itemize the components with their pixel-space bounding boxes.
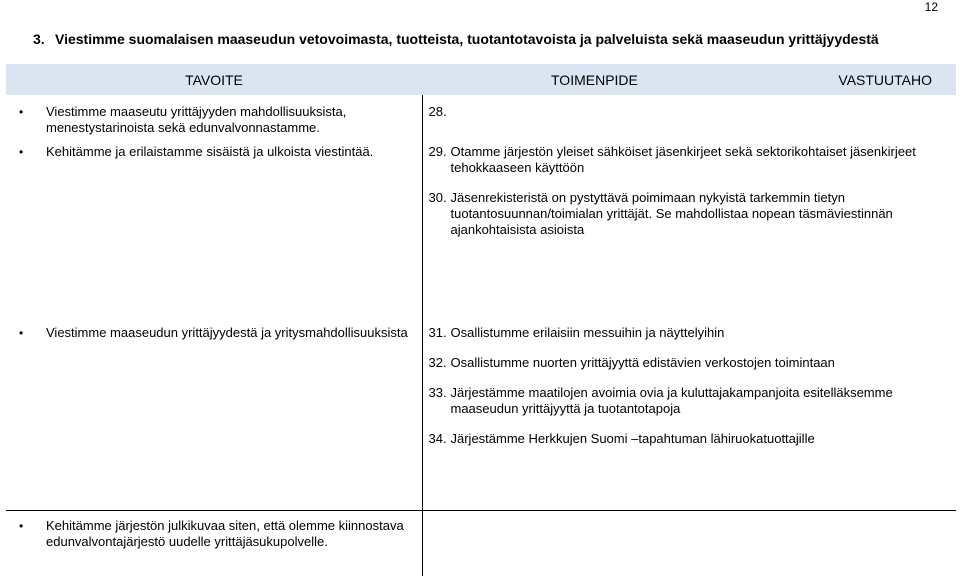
goal-text: Viestimme maaseudun yrittäjyydestä ja yritysmahdollisuuksista xyxy=(46,325,408,340)
goal-cell xyxy=(6,324,422,510)
action-item xyxy=(423,431,957,447)
goal-text: Kehitämme järjestön julkikuvaa siten, että olemme kiinnostava edunvalvontajärjestö uudelle yrittäjäsukupolvelle. xyxy=(46,517,404,549)
header-right xyxy=(422,64,956,95)
table-row xyxy=(6,510,956,576)
table-row xyxy=(6,144,956,324)
page-number: 12 xyxy=(924,0,938,14)
action-text: Otamme järjestön yleiset sähköiset jäsenkirjeet sekä sektorikohtaiset jäsenkirjeet tehokkaaseen käyttöön xyxy=(450,144,916,175)
section-number: 3. xyxy=(33,31,45,47)
action-text: Osallistumme erilaisiin messuihin ja näyttelyihin xyxy=(450,325,725,340)
action-cell xyxy=(422,144,956,324)
goal-item xyxy=(6,325,422,341)
action-cell xyxy=(422,324,956,510)
goal-item xyxy=(6,518,422,550)
action-text: Järjestämme Herkkujen Suomi –tapahtuman lähiruokatuottajille xyxy=(450,431,815,446)
action-number: 30. xyxy=(428,190,447,205)
action-number: 28. xyxy=(428,104,447,119)
table-header-row xyxy=(6,64,956,95)
action-item xyxy=(423,144,957,176)
action-item xyxy=(423,385,957,417)
goal-cell xyxy=(6,510,422,576)
bullet-icon: • xyxy=(19,518,24,533)
bullet-icon: • xyxy=(19,326,24,340)
section-heading xyxy=(33,31,879,47)
header-tavoite: TAVOITE xyxy=(185,71,243,88)
header-toimenpide: TOIMENPIDE xyxy=(551,71,638,88)
action-text: Osallistumme nuorten yrittäjyyttä edistävien verkostojen toimintaan xyxy=(450,355,835,370)
action-number: 29. xyxy=(428,144,447,159)
goal-cell xyxy=(6,95,422,144)
table-row xyxy=(6,324,956,510)
goals-actions-table xyxy=(6,64,956,576)
table-row xyxy=(6,95,956,144)
action-number: 33. xyxy=(428,385,447,400)
goal-item xyxy=(6,104,422,136)
action-number: 34. xyxy=(428,431,447,446)
goal-item xyxy=(6,144,422,160)
action-cell xyxy=(422,95,956,144)
action-item xyxy=(423,355,957,371)
action-number: 31. xyxy=(428,325,447,340)
action-item xyxy=(423,190,957,238)
header-vastuutaho: VASTUUTAHO xyxy=(838,71,932,88)
goal-cell xyxy=(6,144,422,324)
action-cell xyxy=(422,510,956,576)
action-text: Järjestämme maatilojen avoimia ovia ja kuluttajakampanjoita esitelläksemme maaseudun yrittäjyyttä ja tuotantotapoja xyxy=(450,385,893,416)
action-item xyxy=(423,325,957,341)
bullet-icon: • xyxy=(19,105,24,119)
goal-text: Kehitämme ja erilaistamme sisäistä ja ulkoista viestintää. xyxy=(46,144,374,159)
action-number: 32. xyxy=(428,355,447,370)
section-title: Viestimme suomalaisen maaseudun vetovoimasta, tuotteista, tuotantotavoista ja palveluista sekä maaseudun yrittäjyydestä xyxy=(55,31,879,47)
action-text: Jäsenrekisteristä on pystyttävä poimimaan nykyistä tarkemmin tietyn tuotantosuunnan/toimialan yrittäjät. Se mahdollistaa nopean täsmäviestinnän ajankohtaisista asioista xyxy=(450,190,893,237)
goal-text: Viestimme maaseutu yrittäjyyden mahdollisuuksista, menestystarinoista sekä edunvalvonnastamme. xyxy=(46,104,347,135)
bullet-icon: • xyxy=(19,145,24,159)
